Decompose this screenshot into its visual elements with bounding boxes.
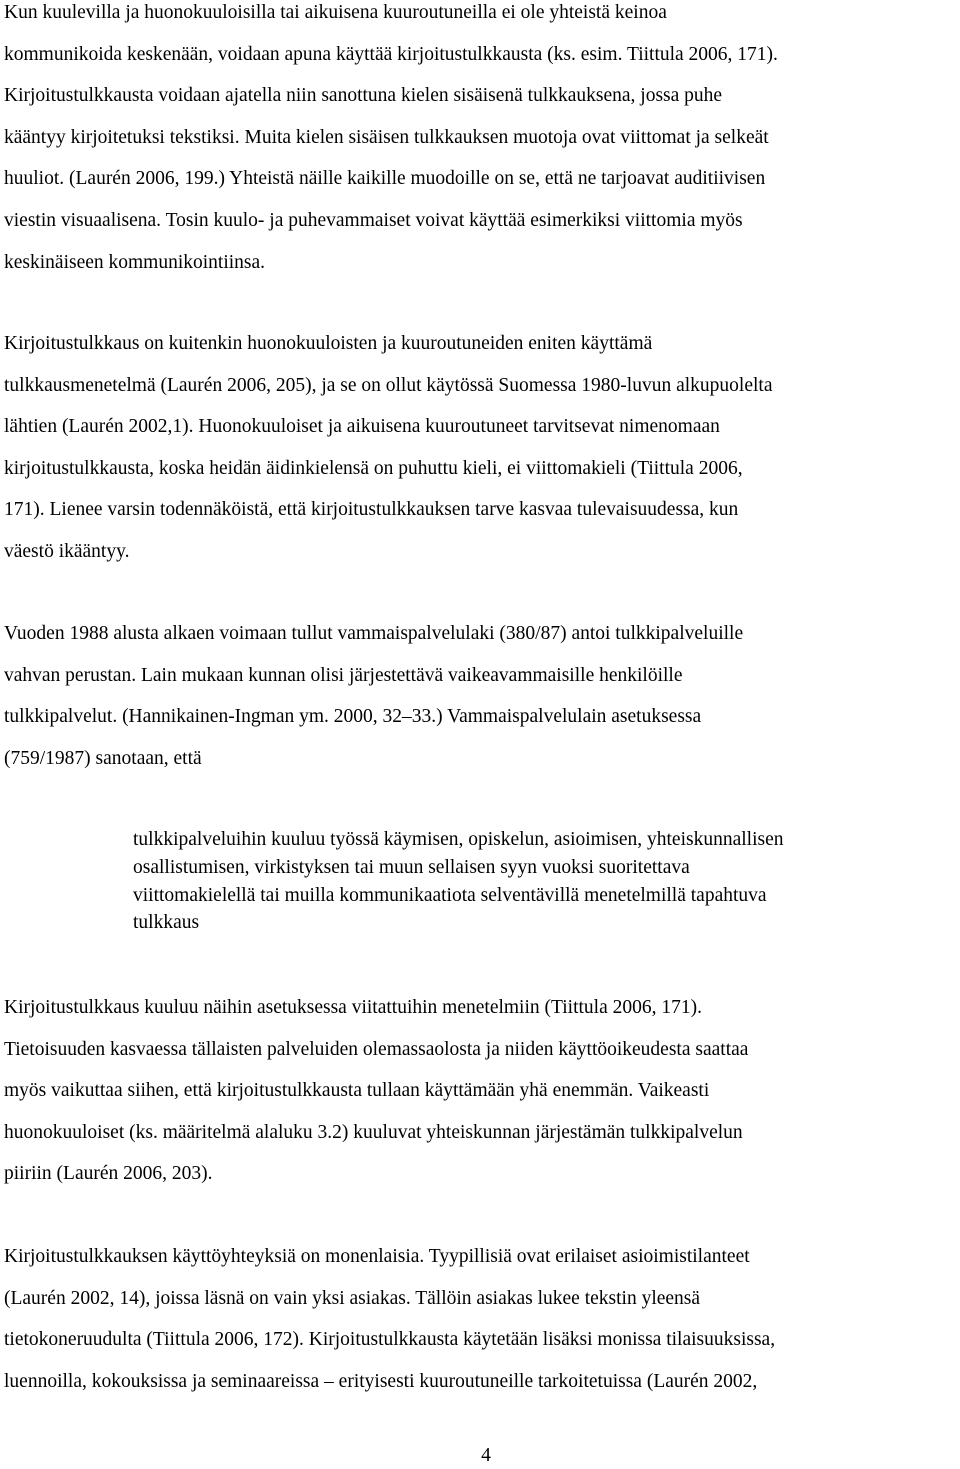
text-line: Kirjoitustulkkausta voidaan ajatella niin sanottuna kielen sisäisenä tulkkauksena, jossa puhe <box>4 85 723 107</box>
text-line: Kirjoitustulkkaus on kuitenkin huonokuuloisten ja kuuroutuneiden eniten käyttämä <box>4 333 653 354</box>
page-number: 4 <box>481 1445 491 1466</box>
text-line: Tietoisuuden kasvaessa tällaisten palveluiden olemassaolosta ja niiden käyttöoikeudesta saattaa <box>4 1038 749 1060</box>
text-line: myös vaikuttaa siihen, että kirjoitustulkkausta tullaan käyttämään yhä enemmän. Vaikeasti <box>4 1080 710 1102</box>
text-line: (759/1987) sanotaan, että <box>4 747 202 769</box>
text-line: keskinäiseen kommunikointiinsa. <box>4 251 266 273</box>
paragraph-5 <box>4 1236 954 1402</box>
text-line: huuliot. (Laurén 2006, 199.) Yhteistä näille kaikille muodoille on se, että ne tarjoavat auditiivisen <box>4 168 766 190</box>
text-line: tietokoneruudulta (Tiittula 2006, 172). Kirjoitustulkkausta käytetään lisäksi monissa tilaisuuksissa, <box>4 1329 776 1351</box>
quote-line: tulkkaus <box>133 912 200 934</box>
text-line: väestö ikääntyy. <box>4 540 130 562</box>
text-line: Kirjoitustulkkauksen käyttöyhteyksiä on monenlaisia. Tyypillisiä ovat erilaiset asioimistilanteet <box>4 1246 750 1267</box>
text-line: lähtien (Laurén 2002,1). Huonokuuloiset ja aikuisena kuuroutuneet tarvitsevat nimenomaan <box>4 416 720 438</box>
text-line: Kun kuulevilla ja huonokuuloisilla tai aikuisena kuuroutuneilla ei ole yhteistä keinoa <box>4 2 667 23</box>
text-line: huonokuuloiset (ks. määritelmä alaluku 3.2) kuuluvat yhteiskunnan järjestämän tulkkipalvelun <box>4 1121 743 1143</box>
paragraph-1 <box>4 0 954 283</box>
text-line: luennoilla, kokouksissa ja seminaareissa – erityisesti kuuroutuneille tarkoitetuissa (Laurén 2002, <box>4 1370 758 1392</box>
text-line: piiriin (Laurén 2006, 203). <box>4 1163 213 1185</box>
text-line: viestin visuaalisena. Tosin kuulo- ja puhevammaiset voivat käyttää esimerkiksi viittomia myös <box>4 209 743 231</box>
paragraph-3 <box>4 613 954 779</box>
text-line: (Laurén 2002, 14), joissa läsnä on vain yksi asiakas. Tällöin asiakas lukee tekstin yleensä <box>4 1287 701 1309</box>
text-line: tulkkausmenetelmä (Laurén 2006, 205), ja se on ollut käytössä Suomessa 1980-luvun alkupuolelta <box>4 374 773 396</box>
text-line: Vuoden 1988 alusta alkaen voimaan tullut vammaispalvelulaki (380/87) antoi tulkkipalveluille <box>4 623 744 644</box>
text-line: kommunikoida keskenään, voidaan apuna käyttää kirjoitustulkkausta (ks. esim. Tiittula 2006, 171). <box>4 43 778 65</box>
quote-line: viittomakielellä tai muilla kommunikaatiota selventävillä menetelmillä tapahtuva <box>133 884 767 906</box>
paragraph-4 <box>4 987 954 1195</box>
paragraph-2 <box>4 323 954 573</box>
text-line: 171). Lienee varsin todennäköistä, että kirjoitustulkkauksen tarve kasvaa tulevaisuudessa, kun <box>4 499 739 521</box>
text-line: kirjoitustulkkausta, koska heidän äidinkielensä on puhuttu kieli, ei viittomakieli (Tiittula 2006, <box>4 457 743 479</box>
text-line: tulkkipalvelut. (Hannikainen-Ingman ym. 2000, 32–33.) Vammaispalvelulain asetuksessa <box>4 706 702 728</box>
text-line: kääntyy kirjoitetuksi tekstiksi. Muita kielen sisäisen tulkkauksen muotoja ovat viittomat ja selkeät <box>4 126 769 148</box>
block-quote <box>133 826 933 937</box>
text-line: vahvan perustan. Lain mukaan kunnan olisi järjestettävä vaikeavammaisille henkilöille <box>4 664 683 686</box>
text-line: Kirjoitustulkkaus kuuluu näihin asetuksessa viitattuihin menetelmiin (Tiittula 2006, 171). <box>4 997 702 1018</box>
quote-line: osallistumisen, virkistyksen tai muun sellaisen syyn vuoksi suoritettava <box>133 856 690 878</box>
quote-line: tulkkipalveluihin kuuluu työssä käymisen, opiskelun, asioimisen, yhteiskunnallisen <box>133 829 784 850</box>
